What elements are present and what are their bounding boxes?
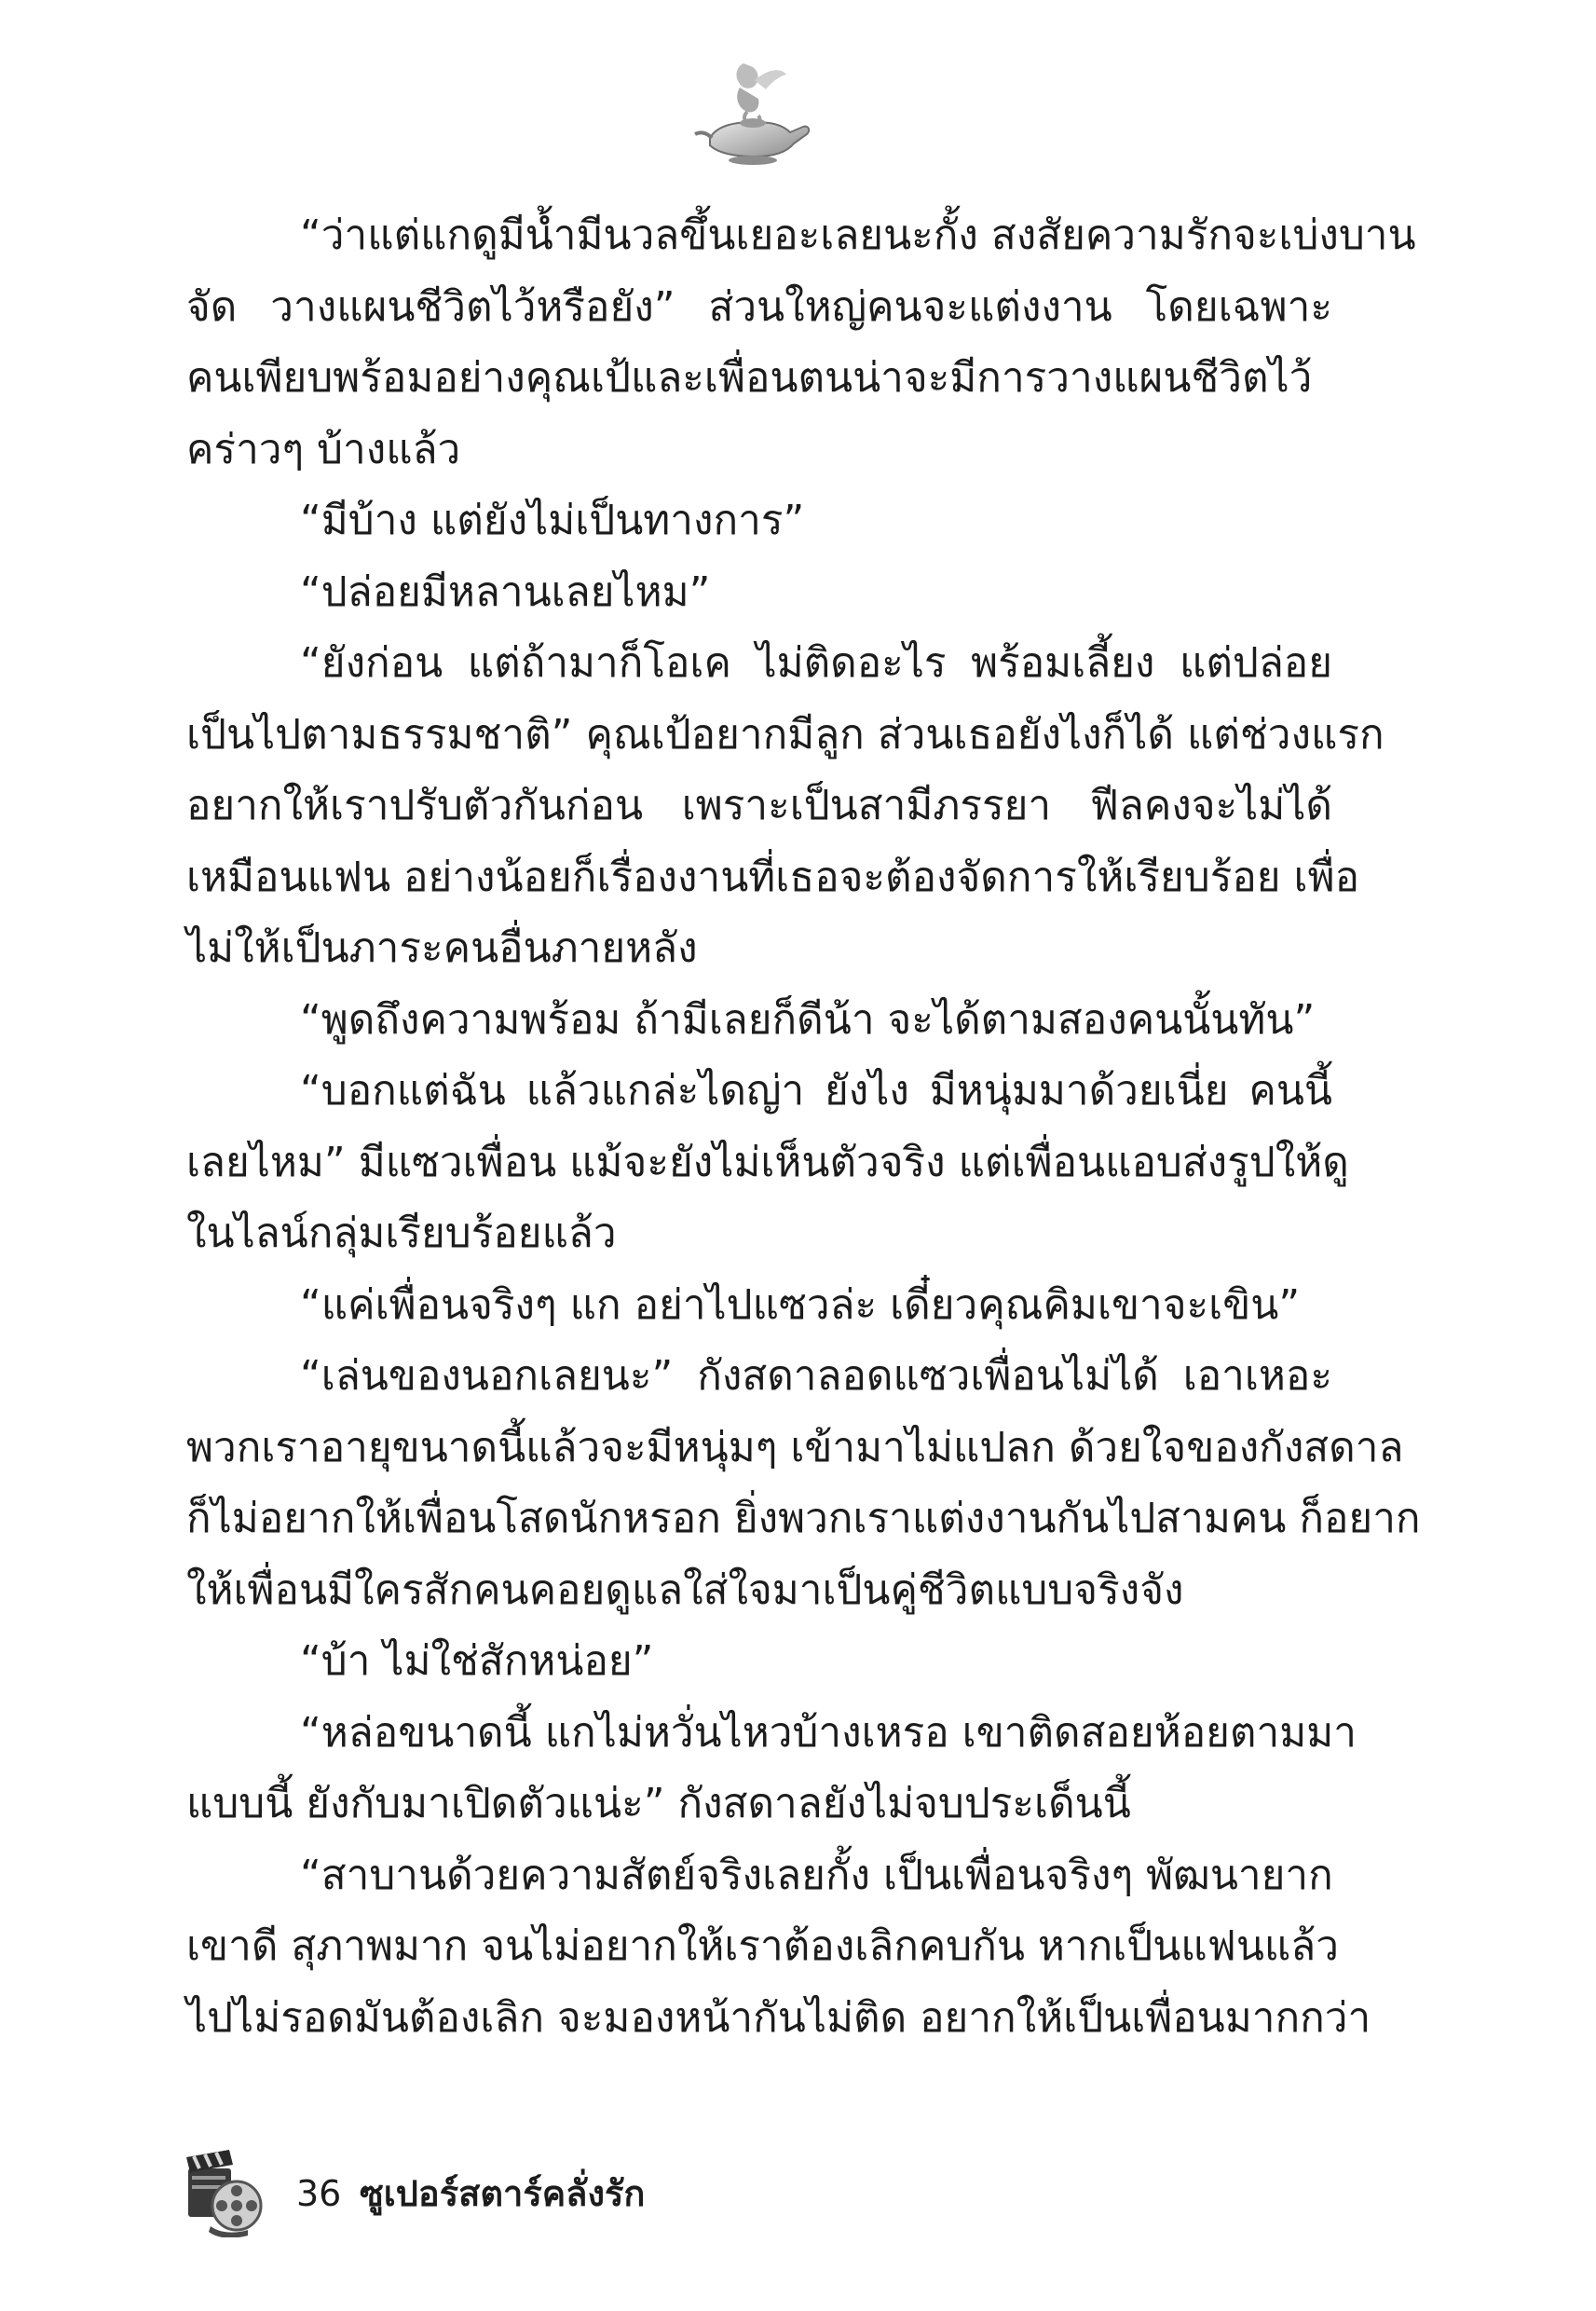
text-line: “ยังก่อน แต่ถ้ามาก็โอเค ไม่ติดอะไร พร้อมเลี้ยง แต่ปล่อย: [300, 639, 1332, 687]
body-text: [186, 200, 1421, 2054]
text-line: พวกเราอายุขนาดนี้แล้วจะมีหนุ่มๆ เข้ามาไม่แปลก ด้วยใจของกังสดาล: [186, 1423, 1404, 1471]
text-line: “ว่าแต่แกดูมีน้ำมีนวลขึ้นเยอะเลยนะกั้ง สงสัยความรักจะเบ่งบาน: [300, 212, 1416, 259]
genie-lamp-icon: [689, 56, 820, 168]
text-line: “สาบานด้วยความสัตย์จริงเลยกั้ง เป็นเพื่อนจริงๆ พัฒนายาก: [300, 1851, 1333, 1899]
text-line: จัด วางแผนชีวิตไว้หรือยัง” ส่วนใหญ่คนจะแต่งงาน โดยเฉพาะ: [186, 282, 1332, 331]
text-line: อยากให้เราปรับตัวกันก่อน เพราะเป็นสามีภรรยา ฟีลคงจะไม่ได้: [186, 782, 1332, 829]
text-line: ไปไม่รอดมันต้องเลิก จะมองหน้ากันไม่ติด อยากให้เป็นเพื่อนมากกว่า: [186, 1993, 1371, 2042]
text-line: “เล่นของนอกเลยนะ” กังสดาลอดแซวเพื่อนไม่ได้ เอาเหอะ: [300, 1352, 1332, 1400]
text-line: เลยไหม” มีแซวเพื่อน แม้จะยังไม่เห็นตัวจริง แต่เพื่อนแอบส่งรูปให้ดู: [186, 1138, 1349, 1186]
text-line: “บอกแต่ฉัน แล้วแกล่ะไดญ่า ยังไง มีหนุ่มมาด้วยเนี่ย คนนี้: [300, 1067, 1332, 1114]
text-line: เขาดี สุภาพมาก จนไม่อยากให้เราต้องเลิกคบกัน หากเป็นแฟนแล้ว: [186, 1922, 1339, 1970]
text-line: ไม่ให้เป็นภาระคนอื่นภายหลัง: [186, 924, 698, 972]
text-line: เหมือนแฟน อย่างน้อยก็เรื่องงานที่เธอจะต้องจัดการให้เรียบร้อย เพื่อ: [186, 853, 1360, 901]
film-reel-icon: [183, 2148, 263, 2237]
page-footer: [183, 2148, 835, 2241]
page-number: 36: [296, 2173, 342, 2214]
text-line: คร่าวๆ บ้างแล้ว: [186, 425, 461, 473]
text-line: คนเพียบพร้อมอย่างคุณเป้และเพื่อนตนน่าจะมีการวางแผนชีวิตไว้: [186, 354, 1313, 402]
text-line: “บ้า ไม่ใช่สักหน่อย”: [300, 1637, 654, 1685]
text-line: ในไลน์กลุ่มเรียบร้อยแล้ว: [186, 1210, 617, 1257]
text-line: เป็นไปตามธรรมชาติ” คุณเป้อยากมีลูก ส่วนเธอยังไงก็ได้ แต่ช่วงแรก: [186, 710, 1385, 759]
text-line: ให้เพื่อนมีใครสักคนคอยดูแลใส่ใจมาเป็นคู่ชีวิตแบบจริงจัง: [186, 1566, 1184, 1614]
text-line: “ปล่อยมีหลานเลยไหม”: [300, 567, 711, 616]
book-title: ซูเปอร์สตาร์คลั่งรัก: [360, 2173, 646, 2214]
text-line: ก็ไม่อยากให้เพื่อนโสดนักหรอก ยิ่งพวกเราแต่งงานกันไปสามคน ก็อยาก: [186, 1495, 1421, 1542]
text-line: “มีบ้าง แต่ยังไม่เป็นทางการ”: [300, 497, 805, 544]
text-line: “แค่เพื่อนจริงๆ แก อย่าไปแซวล่ะ เดี๋ยวคุณคิมเขาจะเขิน”: [300, 1280, 1301, 1329]
text-line: “หล่อขนาดนี้ แกไม่หวั่นไหวบ้างเหรอ เขาติดสอยห้อยตามมา: [300, 1708, 1357, 1757]
text-line: “พูดถึงความพร้อม ถ้ามีเลยก็ดีน้า จะได้ตามสองคนนั้นทัน”: [300, 995, 1316, 1044]
text-line: แบบนี้ ยังกับมาเปิดตัวแน่ะ” กังสดาลยังไม่จบประเด็นนี้: [186, 1780, 1131, 1827]
